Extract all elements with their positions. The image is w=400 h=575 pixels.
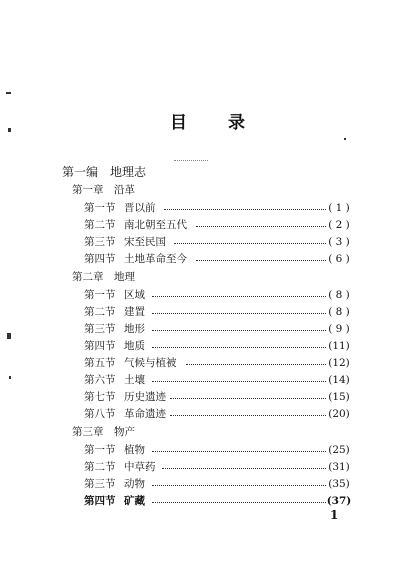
section-page: ( 8 ) (328, 306, 350, 318)
section-page: (20) (328, 408, 350, 420)
toc-chapter (0, 181, 400, 199)
leader-dots (196, 216, 326, 234)
page-title (0, 112, 400, 134)
chapter-title: 物产 (114, 426, 135, 438)
section-page: (35) (328, 478, 350, 490)
toc-section (0, 320, 400, 338)
section-number: 第五节 (84, 357, 116, 369)
chapter-number: 第一章 (72, 184, 104, 196)
section-title: 南北朝至五代 (124, 219, 187, 231)
toc-chapter (0, 268, 400, 286)
leader-dots (186, 354, 326, 372)
leader-dots (164, 199, 326, 217)
section-number: 第四节 (84, 340, 116, 352)
section-page: (25) (328, 444, 350, 456)
section-number: 第四节 (84, 253, 116, 265)
section-title: 建置 (124, 306, 145, 318)
section-title: 动物 (124, 478, 145, 490)
toc-chapter (0, 423, 400, 441)
toc-section (0, 199, 400, 217)
section-number: 第三节 (84, 323, 116, 335)
section-title: 地质 (124, 340, 145, 352)
toc-section (0, 233, 400, 251)
toc-part (0, 163, 400, 181)
chapter-number: 第二章 (72, 271, 104, 283)
leader-dots (152, 371, 326, 389)
section-number: 第六节 (84, 374, 116, 386)
section-page: ( 2 ) (328, 219, 350, 231)
toc-section (0, 303, 400, 321)
section-title: 矿藏 (124, 495, 145, 507)
scan-speck (344, 138, 346, 140)
divider (174, 160, 208, 161)
section-title: 地形 (124, 323, 145, 335)
section-title: 晋以前 (124, 202, 156, 214)
toc-section (0, 216, 400, 234)
toc-section (0, 441, 400, 459)
section-title: 气候与植被 (124, 357, 177, 369)
toc-section (0, 250, 400, 268)
toc-section (0, 492, 400, 510)
section-number: 第一节 (84, 444, 116, 456)
scan-speck (6, 92, 11, 94)
section-number: 第四节 (84, 495, 116, 507)
title-char-2: 录 (228, 113, 245, 133)
leader-dots (170, 405, 326, 423)
toc-section (0, 388, 400, 406)
toc-section (0, 475, 400, 493)
section-page: (14) (328, 374, 350, 386)
section-number: 第一节 (84, 289, 116, 301)
section-page: (31) (328, 461, 350, 473)
section-number: 第二节 (84, 461, 116, 473)
section-page: ( 8 ) (328, 289, 350, 301)
section-page: ( 3 ) (328, 236, 350, 248)
section-title: 土壤 (124, 374, 145, 386)
chapter-number: 第三章 (72, 426, 104, 438)
toc-section (0, 405, 400, 423)
section-number: 第八节 (84, 408, 116, 420)
section-page: (12) (328, 357, 350, 369)
page-number: 1 (330, 508, 339, 522)
section-page: (11) (328, 340, 350, 352)
part-title: 地理志 (110, 165, 147, 179)
leader-dots (196, 250, 326, 268)
section-title: 土地革命至今 (124, 253, 187, 265)
section-number: 第三节 (84, 478, 116, 490)
section-page: ( 6 ) (328, 253, 350, 265)
toc-section (0, 286, 400, 304)
leader-dots (152, 286, 326, 304)
leader-dots (162, 458, 326, 476)
section-page: (15) (328, 391, 350, 403)
toc-section (0, 337, 400, 355)
section-page: ( 9 ) (328, 323, 350, 335)
section-title: 历史遗迹 (124, 391, 166, 403)
leader-dots (152, 337, 326, 355)
toc-section (0, 354, 400, 372)
toc-section (0, 458, 400, 476)
section-page: ( 1 ) (328, 202, 350, 214)
section-title: 宋至民国 (124, 236, 166, 248)
leader-dots (152, 320, 326, 338)
section-title: 革命遗迹 (124, 408, 166, 420)
section-title: 植物 (124, 444, 145, 456)
toc-section (0, 371, 400, 389)
section-page: (37) (326, 495, 352, 507)
title-char-1: 目 (170, 113, 187, 133)
section-title: 中草药 (124, 461, 156, 473)
leader-dots (152, 441, 326, 459)
leader-dots (152, 492, 326, 510)
leader-dots (152, 303, 326, 321)
part-number: 第一编 (62, 165, 99, 179)
leader-dots (174, 233, 326, 251)
chapter-title: 地理 (114, 271, 135, 283)
section-number: 第二节 (84, 306, 116, 318)
section-number: 第三节 (84, 236, 116, 248)
leader-dots (152, 475, 326, 493)
section-number: 第七节 (84, 391, 116, 403)
leader-dots (170, 388, 326, 406)
section-number: 第一节 (84, 202, 116, 214)
section-number: 第二节 (84, 219, 116, 231)
chapter-title: 沿革 (114, 184, 135, 196)
section-title: 区域 (124, 289, 145, 301)
